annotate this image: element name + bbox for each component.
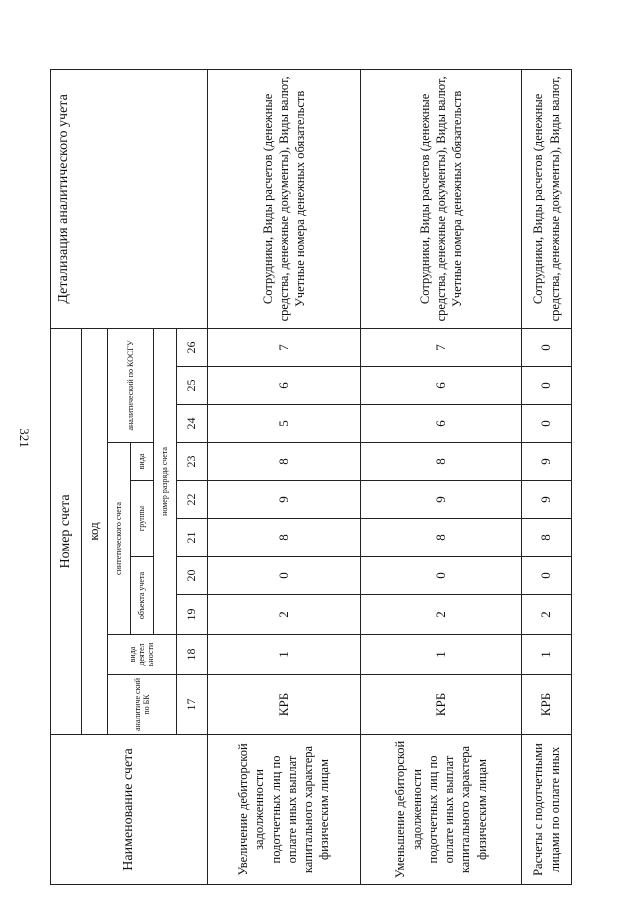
row-digit: 7	[361, 328, 522, 366]
digit-header: 19	[176, 595, 207, 635]
row-digit: 1	[522, 635, 572, 675]
row-digit: 6	[207, 367, 361, 405]
header-detail: Детализация аналитического учета	[51, 69, 208, 328]
digit-header: 24	[176, 405, 207, 443]
header-analytic-bk: аналитиче ский по БК	[108, 675, 176, 735]
row-digit: 9	[522, 481, 572, 519]
header-digit-number: номер разряда счета	[153, 328, 176, 634]
row-digit: 8	[522, 519, 572, 557]
row-detail: Сотрудники, Виды расчетов (денежные средства, денежные документы), Виды валют, Учетные номера денежных обязательств	[361, 69, 522, 328]
table-row	[361, 69, 522, 884]
row-digit: 5	[207, 405, 361, 443]
row-digit: 7	[207, 328, 361, 366]
row-bk-code: КРБ	[207, 675, 361, 735]
row-digit: 6	[361, 367, 522, 405]
digit-header: 21	[176, 519, 207, 557]
row-detail: Сотрудники, Виды расчетов (денежные средства, денежные документы), Виды валют, Учетные номера денежных обязательств	[207, 69, 361, 328]
row-digit: 9	[361, 481, 522, 519]
digit-header: 18	[176, 635, 207, 675]
row-account-name: Расчеты с подотчетными лицами по оплате иных	[522, 735, 572, 885]
header-group: группы	[130, 481, 153, 557]
header-activity-type: вида деятел ьности	[108, 635, 176, 675]
digit-header: 22	[176, 481, 207, 519]
account-table-sheet	[50, 70, 572, 885]
row-digit: 6	[361, 405, 522, 443]
header-analytic-kosgu: аналитический по КОСГУ	[108, 328, 154, 442]
row-digit: 2	[207, 595, 361, 635]
row-digit: 2	[361, 595, 522, 635]
digit-header: 17	[176, 675, 207, 735]
header-kind: вида	[130, 443, 153, 481]
row-bk-code: КРБ	[522, 675, 572, 735]
row-digit: 2	[522, 595, 572, 635]
row-digit: 1	[207, 635, 361, 675]
table-row	[522, 69, 572, 884]
row-digit: 9	[207, 481, 361, 519]
row-digit: 8	[207, 443, 361, 481]
row-digit: 1	[361, 635, 522, 675]
page-number: 321	[17, 428, 32, 448]
header-code: код	[82, 328, 108, 734]
row-digit: 0	[522, 328, 572, 366]
digit-header: 20	[176, 557, 207, 595]
row-account-name: Увеличение дебиторской задолженности подотчетных лиц по оплате иных выплат капитального характера физическим лицам	[207, 735, 361, 885]
digit-header: 23	[176, 443, 207, 481]
row-digit: 8	[207, 519, 361, 557]
header-object: объекта учета	[130, 557, 153, 635]
row-digit: 9	[522, 443, 572, 481]
row-account-name: Уменьшение дебиторской задолженности подотчетных лиц по оплате иных выплат капитального характера физическим лицам	[361, 735, 522, 885]
row-digit: 0	[522, 405, 572, 443]
digit-header: 25	[176, 367, 207, 405]
row-digit: 0	[361, 557, 522, 595]
row-detail: Сотрудники, Виды расчетов (денежные средства, денежные документы), Виды валют,	[522, 69, 572, 328]
row-digit: 0	[522, 557, 572, 595]
header-name: Наименование счета	[51, 735, 208, 885]
row-digit: 8	[361, 519, 522, 557]
header-synthetic: синтетического счета	[108, 443, 131, 635]
header-account-number: Номер счета	[51, 328, 82, 734]
row-digit: 0	[207, 557, 361, 595]
row-bk-code: КРБ	[361, 675, 522, 735]
row-digit: 0	[522, 367, 572, 405]
table-row	[207, 69, 361, 884]
digit-header: 26	[176, 328, 207, 366]
accounts-table	[50, 69, 572, 885]
row-digit: 8	[361, 443, 522, 481]
